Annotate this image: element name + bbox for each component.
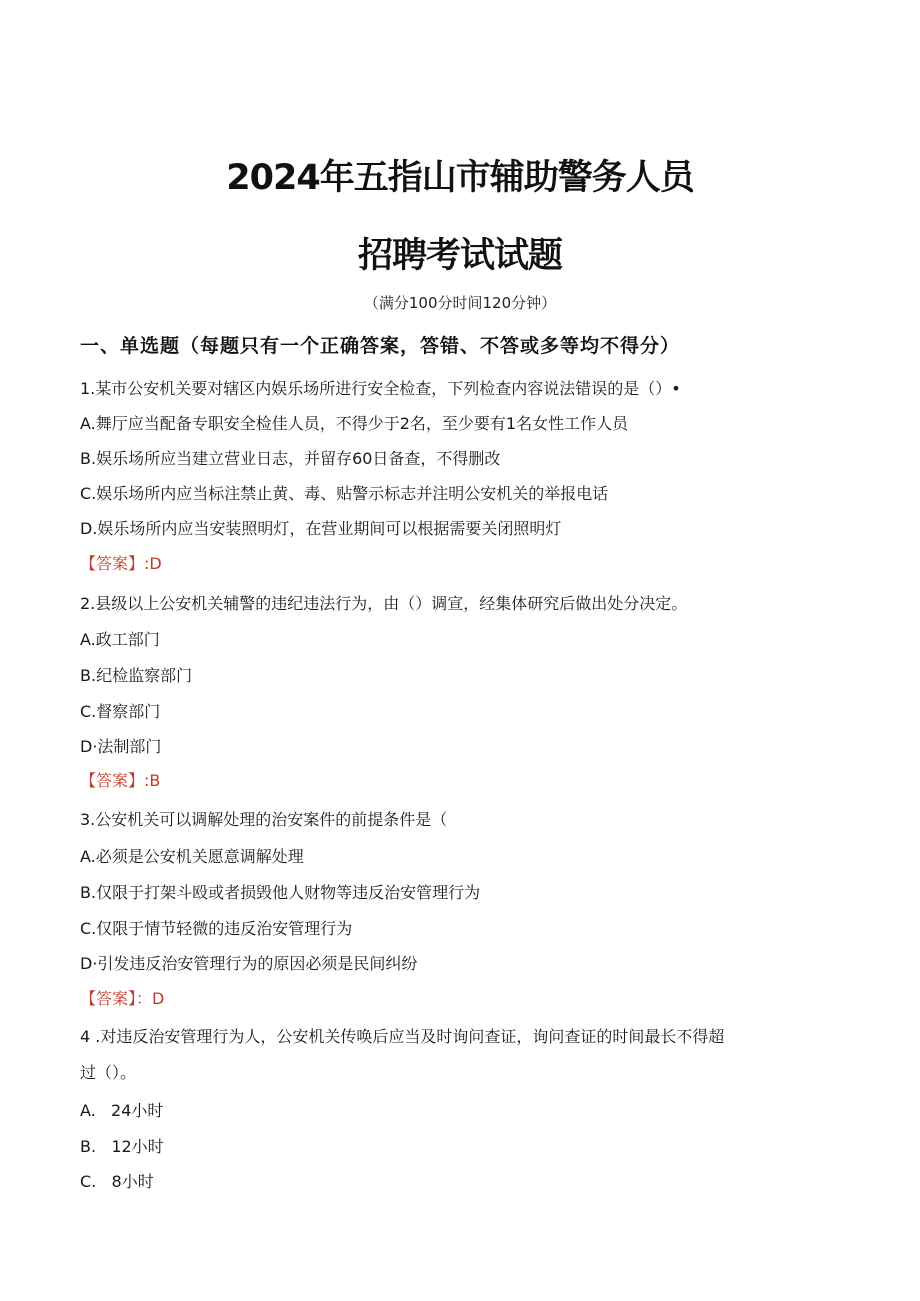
question-3-answer: 【答案】：D [80, 989, 165, 1008]
question-2-answer: 【答案】:B [80, 771, 161, 790]
question-4-option-c: C. 8小时 [80, 1172, 154, 1191]
question-2-option-b: B.纪检监察部门 [80, 666, 193, 685]
question-2-option-d: D·法制部门 [80, 737, 162, 756]
question-4-stem-line-1: 4 .对违反治安管理行为人，公安机关传唤后应当及时询问查证，询问查证的时间最长不得超 [80, 1027, 725, 1046]
question-4-option-a: A. 24小时 [80, 1101, 164, 1120]
question-3-option-a: A.必须是公安机关愿意调解处理 [80, 847, 304, 866]
section-heading: 一、单选题（每题只有一个正确答案，答错、不答或多等均不得分） [80, 335, 681, 357]
question-3-stem: 3.公安机关可以调解处理的治安案件的前提条件是（ [80, 810, 448, 829]
question-3-option-d: D·引发违反治安管理行为的原因必须是民间纠纷 [80, 954, 418, 973]
question-1-option-a: A.舞厅应当配备专职安全检佳人员，不得少于2名，至少要有1名女性工作人员 [80, 414, 629, 433]
question-3-option-b: B.仅限于打架斗殴或者损毁他人财物等违反治安管理行为 [80, 883, 481, 902]
question-2-option-c: C.督察部门 [80, 702, 161, 721]
question-1-option-c: C.娱乐场所内应当标注禁止黄、毒、贴警示标志并注明公安机关的举报电话 [80, 484, 609, 503]
question-1-option-d: D.娱乐场所内应当安装照明灯，在营业期间可以根据需要关闭照明灯 [80, 519, 562, 538]
document-title-line-1: 2024年五指山市辅助警务人员 [226, 158, 694, 198]
question-4-stem-line-2: 过（）。 [80, 1063, 137, 1082]
question-2-option-a: A.政工部门 [80, 630, 160, 649]
exam-meta: （满分100分时间120分钟） [363, 294, 557, 312]
question-2-stem: 2.县级以上公安机关辅警的违纪违法行为，由（）调宣，经集体研究后做出处分决定。 [80, 594, 688, 613]
question-3-option-c: C.仅限于情节轻微的违反治安管理行为 [80, 919, 353, 938]
question-4-option-b: B. 12小时 [80, 1137, 164, 1156]
question-1-answer: 【答案】:D [80, 554, 162, 573]
question-1-option-b: B.娱乐场所应当建立营业日志，并留存60日备查，不得删改 [80, 449, 501, 468]
document-title-line-2: 招聘考试试题 [357, 236, 562, 276]
question-1-stem: 1.某市公安机关要对辖区内娱乐场所进行安全检查，下列检查内容说法错误的是（）• [80, 379, 681, 398]
